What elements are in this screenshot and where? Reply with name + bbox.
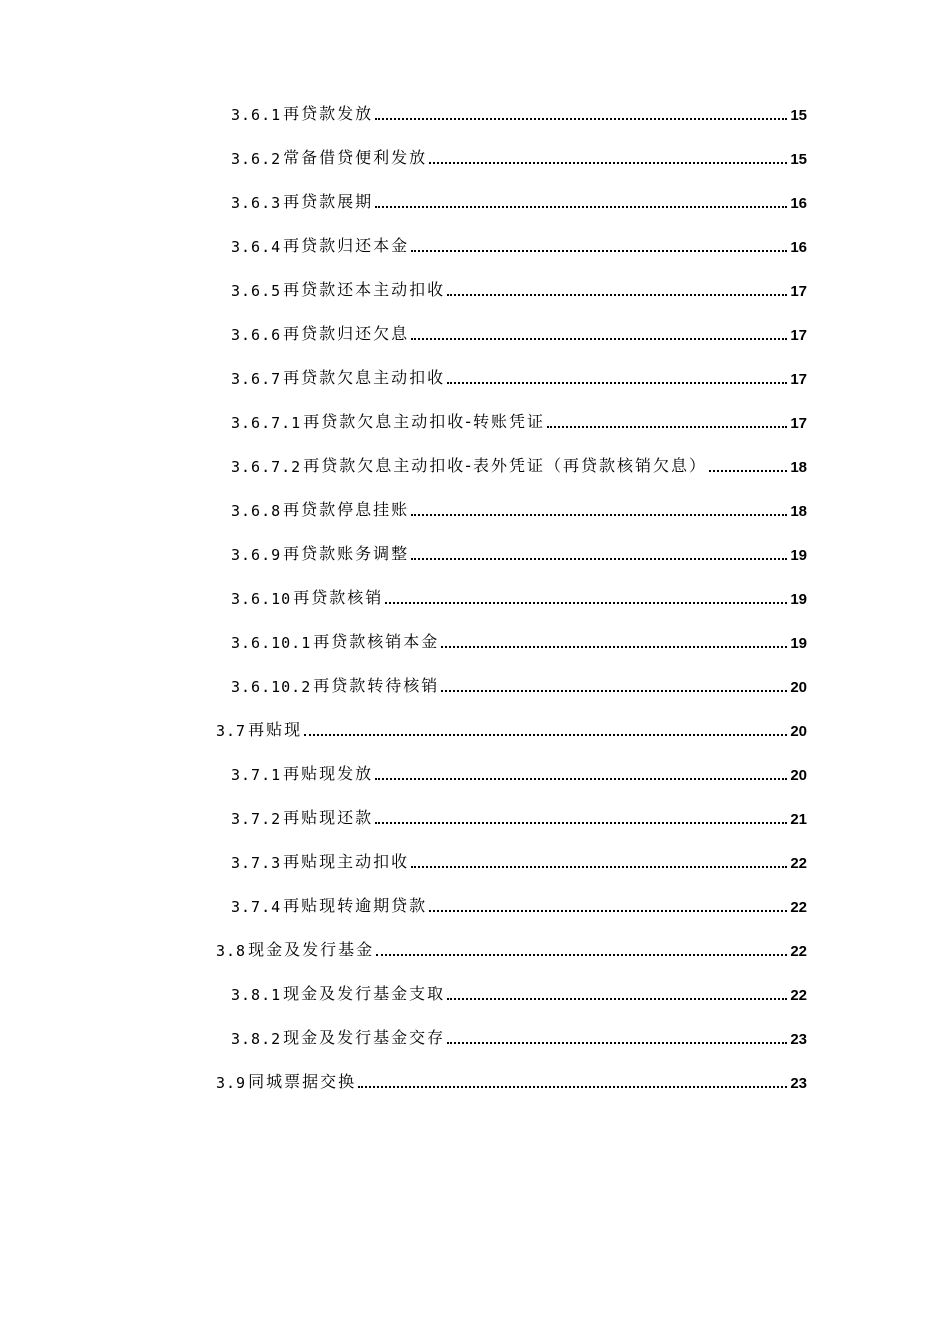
toc-title: 再贷款欠息主动扣收-表外凭证（再贷款核销欠息）: [303, 456, 707, 475]
table-of-contents: [0, 90, 950, 1102]
toc-title: 再贷款归还本金: [283, 236, 410, 255]
toc-page-number: 20: [790, 767, 807, 784]
toc-number: 3.7.1: [231, 766, 282, 784]
toc-page-number: 22: [790, 943, 807, 960]
toc-entry-3-8[interactable]: [216, 926, 807, 970]
toc-title: 再贴现转逾期贷款: [283, 896, 428, 915]
toc-title: 再贷款展期: [283, 192, 374, 211]
toc-leader-dots: [429, 162, 787, 164]
toc-page-number: 19: [790, 547, 807, 564]
toc-leader-dots: [547, 426, 787, 428]
toc-entry-3-6-3[interactable]: [231, 178, 807, 222]
toc-entry-3-6-9[interactable]: [231, 530, 807, 574]
toc-number: 3.7.2: [231, 810, 282, 828]
toc-entry-3-6-6[interactable]: [231, 310, 807, 354]
toc-entry-3-7-2[interactable]: [231, 794, 807, 838]
toc-page-number: 17: [790, 415, 807, 432]
toc-entry-3-6-7[interactable]: [231, 354, 807, 398]
toc-leader-dots: [411, 338, 787, 340]
toc-number: 3.8.2: [231, 1030, 282, 1048]
toc-page-number: 23: [790, 1075, 807, 1092]
toc-entry-3-8-2[interactable]: [231, 1014, 807, 1058]
toc-entry-3-6-10-1[interactable]: [231, 618, 807, 662]
toc-page-number: 23: [790, 1031, 807, 1048]
toc-number: 3.8.1: [231, 986, 282, 1004]
toc-number: 3.7.4: [231, 898, 282, 916]
toc-page-number: 19: [790, 591, 807, 608]
toc-entry-3-7-4[interactable]: [231, 882, 807, 926]
toc-title: 再贷款欠息主动扣收: [283, 368, 446, 387]
toc-leader-dots: [447, 998, 787, 1000]
toc-number: 3.6.9: [231, 546, 282, 564]
toc-number: 3.6.2: [231, 150, 282, 168]
toc-leader-dots: [375, 118, 787, 120]
toc-page-number: 19: [790, 635, 807, 652]
toc-entry-3-6-10[interactable]: [231, 574, 807, 618]
toc-leader-dots: [304, 734, 787, 736]
toc-page-number: 17: [790, 327, 807, 344]
toc-title: 现金及发行基金: [248, 940, 375, 959]
toc-entry-3-9[interactable]: [216, 1058, 807, 1102]
toc-page-number: 15: [790, 151, 807, 168]
toc-leader-dots: [441, 646, 787, 648]
toc-number: 3.6.3: [231, 194, 282, 212]
toc-title: 再贷款核销本金: [313, 632, 440, 651]
toc-leader-dots: [447, 1042, 787, 1044]
toc-title: 同城票据交换: [248, 1072, 357, 1091]
toc-page-number: 15: [790, 107, 807, 124]
toc-number: 3.6.7: [231, 370, 282, 388]
toc-number: 3.7: [216, 722, 247, 740]
toc-number: 3.6.10.2: [231, 678, 312, 696]
toc-entry-3-7-1[interactable]: [231, 750, 807, 794]
toc-title: 再贷款转待核销: [313, 676, 440, 695]
toc-number: 3.9: [216, 1074, 247, 1092]
toc-entry-3-6-1[interactable]: [231, 90, 807, 134]
toc-title: 再贷款归还欠息: [283, 324, 410, 343]
toc-title: 再贴现还款: [283, 808, 374, 827]
toc-entry-3-6-2[interactable]: [231, 134, 807, 178]
toc-page-number: 21: [790, 811, 807, 828]
toc-number: 3.6.7.1: [231, 414, 302, 432]
toc-number: 3.8: [216, 942, 247, 960]
toc-title: 现金及发行基金支取: [283, 984, 446, 1003]
toc-title: 常备借贷便利发放: [283, 148, 428, 167]
toc-entry-3-6-8[interactable]: [231, 486, 807, 530]
toc-leader-dots: [411, 866, 787, 868]
toc-page-number: 22: [790, 987, 807, 1004]
toc-title: 再贷款核销: [293, 588, 384, 607]
toc-leader-dots: [411, 250, 787, 252]
toc-page-number: 18: [790, 459, 807, 476]
toc-number: 3.6.10.1: [231, 634, 312, 652]
toc-leader-dots: [411, 514, 787, 516]
toc-title: 再贷款还本主动扣收: [283, 280, 446, 299]
toc-entry-3-6-4[interactable]: [231, 222, 807, 266]
toc-number: 3.7.3: [231, 854, 282, 872]
toc-page-number: 16: [790, 195, 807, 212]
toc-leader-dots: [447, 382, 787, 384]
toc-page-number: 22: [790, 899, 807, 916]
toc-leader-dots: [429, 910, 787, 912]
toc-page-number: 17: [790, 371, 807, 388]
toc-leader-dots: [358, 1086, 787, 1088]
toc-number: 3.6.1: [231, 106, 282, 124]
toc-number: 3.6.10: [231, 590, 292, 608]
toc-page-number: 20: [790, 679, 807, 696]
toc-title: 再贷款发放: [283, 104, 374, 123]
toc-title: 现金及发行基金交存: [283, 1028, 446, 1047]
toc-number: 3.6.5: [231, 282, 282, 300]
toc-leader-dots: [447, 294, 787, 296]
toc-leader-dots: [709, 470, 787, 472]
toc-leader-dots: [375, 822, 787, 824]
toc-leader-dots: [385, 602, 787, 604]
toc-leader-dots: [375, 206, 787, 208]
toc-page-number: 16: [790, 239, 807, 256]
toc-entry-3-7[interactable]: [216, 706, 807, 750]
toc-entry-3-7-3[interactable]: [231, 838, 807, 882]
toc-number: 3.6.8: [231, 502, 282, 520]
toc-title: 再贷款欠息主动扣收-转账凭证: [303, 412, 545, 431]
toc-title: 再贷款停息挂账: [283, 500, 410, 519]
toc-title: 再贴现发放: [283, 764, 374, 783]
toc-entry-3-6-5[interactable]: [231, 266, 807, 310]
toc-title: 再贴现: [248, 720, 303, 739]
toc-entry-3-6-10-2[interactable]: [231, 662, 807, 706]
toc-page-number: 17: [790, 283, 807, 300]
toc-title: 再贴现主动扣收: [283, 852, 410, 871]
toc-entry-3-6-7-2[interactable]: [231, 442, 807, 486]
toc-entry-3-8-1[interactable]: [231, 970, 807, 1014]
toc-page-number: 18: [790, 503, 807, 520]
toc-number: 3.6.6: [231, 326, 282, 344]
toc-leader-dots: [441, 690, 787, 692]
toc-number: 3.6.4: [231, 238, 282, 256]
toc-page-number: 20: [790, 723, 807, 740]
toc-leader-dots: [375, 778, 787, 780]
toc-leader-dots: [411, 558, 787, 560]
toc-number: 3.6.7.2: [231, 458, 302, 476]
toc-entry-3-6-7-1[interactable]: [231, 398, 807, 442]
toc-leader-dots: [376, 954, 787, 956]
toc-title: 再贷款账务调整: [283, 544, 410, 563]
toc-page-number: 22: [790, 855, 807, 872]
